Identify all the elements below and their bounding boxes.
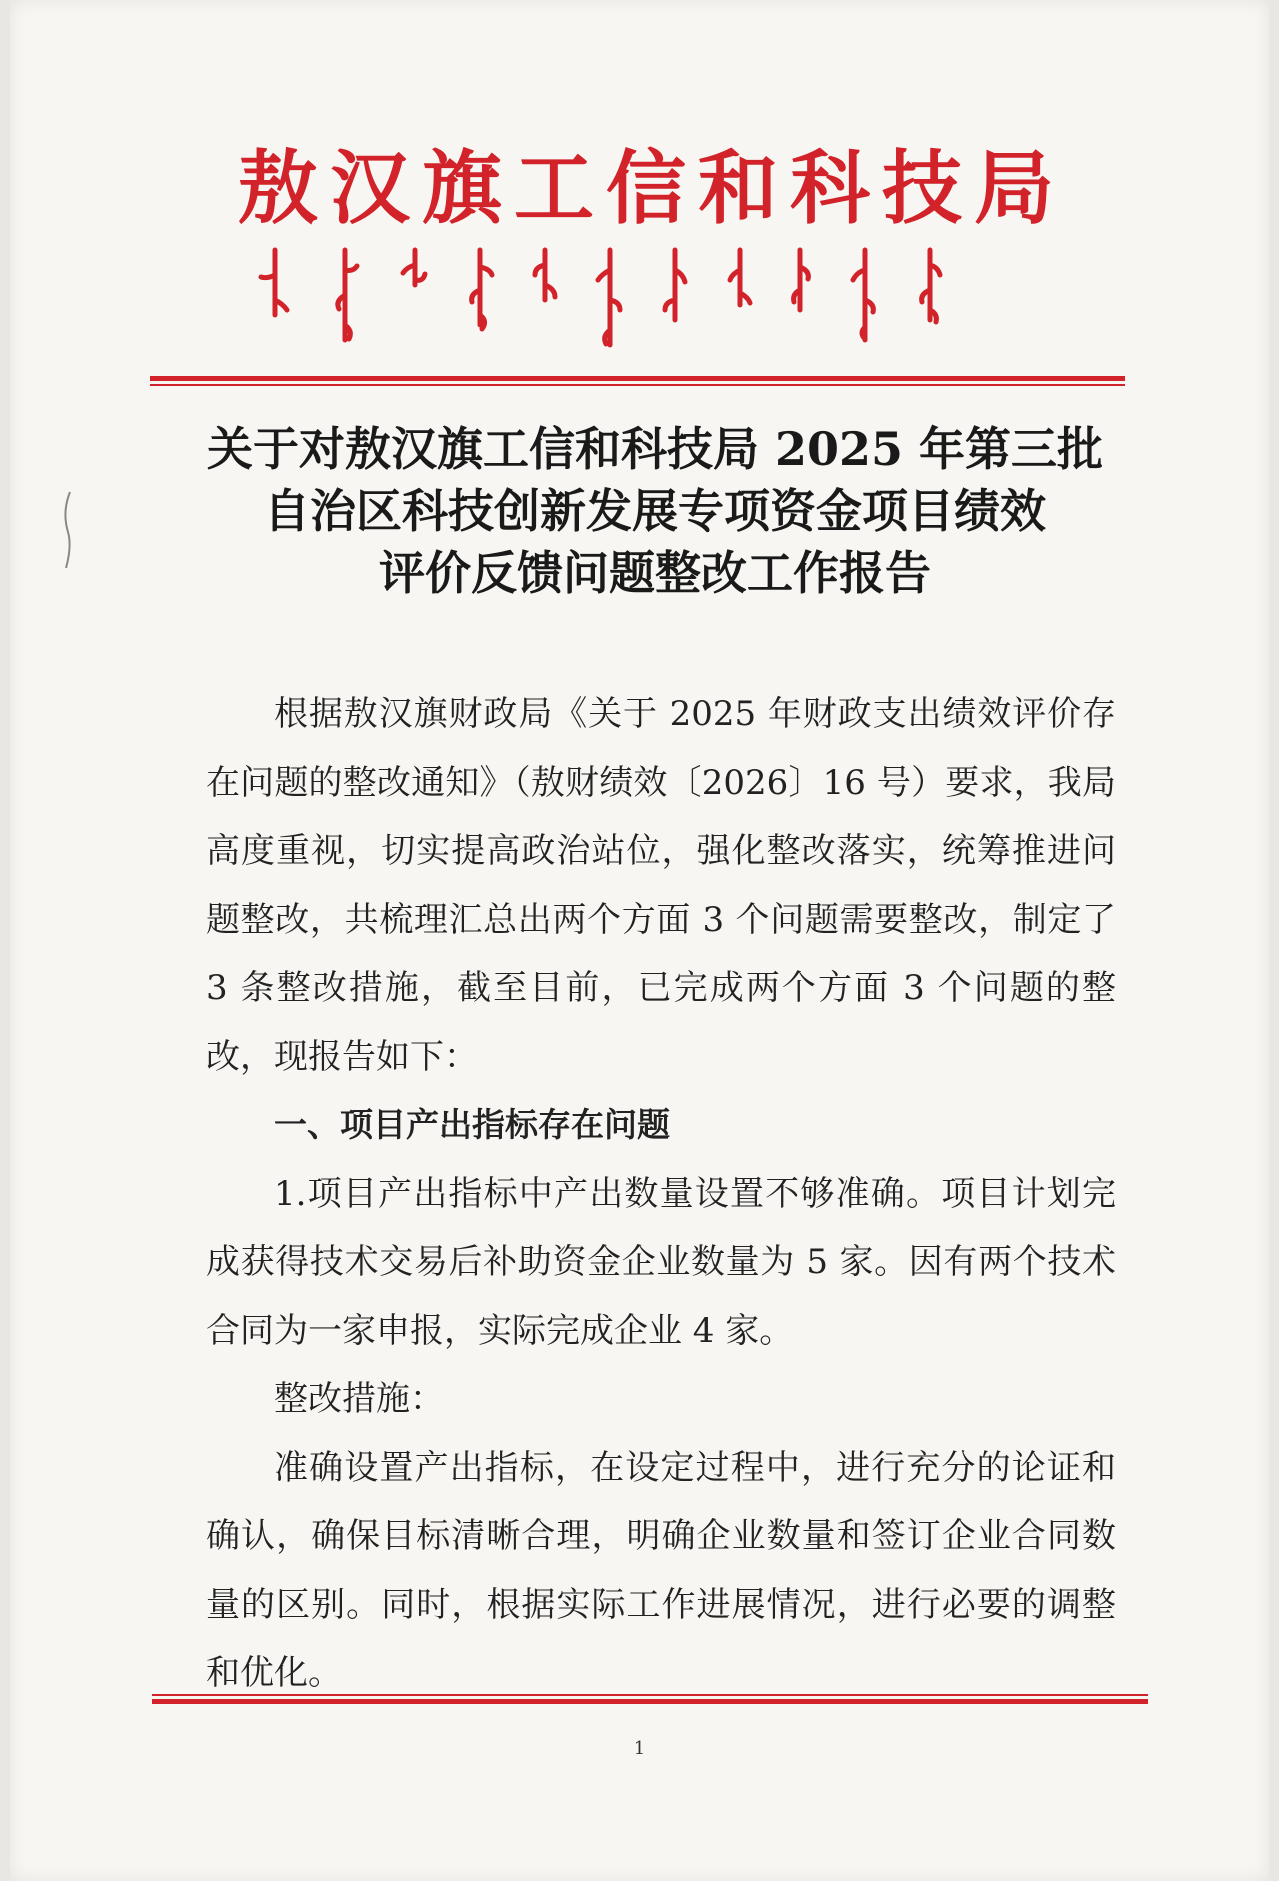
measures-paragraph: 准确设置产出指标，在设定过程中，进行充分的论证和确认，确保目标清晰合理，明确企业数量和签订企业合同数量的区别。同时，根据实际工作进展情况，进行必要的调整和优化。 [206,1447,1116,1693]
letterhead-org-name: 敖汉旗工信和科技局 [238,141,1066,235]
page-number: 1 [633,1738,646,1759]
letterhead-mongolian-script [255,245,1055,355]
section-1-heading: 一、项目产出指标存在问题 [274,1105,670,1144]
measures-label: 整改措施： [274,1379,444,1419]
document-title [195,418,1115,604]
margin-pencil-mark [60,490,76,570]
item-1-paragraph: 1.项目产出指标中产出数量设置不够准确。项目计划完成获得技术交易后补助资金企业数量为 5 家。因有两个技术合同为一家申报，实际完成企业 4 家。 [206,1173,1116,1351]
document-body [206,680,1116,1708]
intro-paragraph: 根据敖汉旗财政局《关于 2025 年财政支出绩效评价存在问题的整改通知》（敖财绩效〔2026〕16 号）要求，我局高度重视，切实提高政治站位，强化整改落实，统筹推进问题整改，共梳理汇总出两个方面 3 个问题需要整改，制定了 3 条整改措施，截至目前，已完成两个方面 3 个问题的整改，现报告如下： [206,694,1116,1077]
footer-divider [152,1694,1148,1704]
title-line-1: 关于对敖汉旗工信和科技局 2025 年第三批 [206,422,1104,476]
letterhead-divider [150,376,1125,386]
title-line-2: 自治区科技创新发展专项资金项目绩效 [264,484,1046,538]
title-line-3: 评价反馈问题整改工作报告 [379,546,931,600]
